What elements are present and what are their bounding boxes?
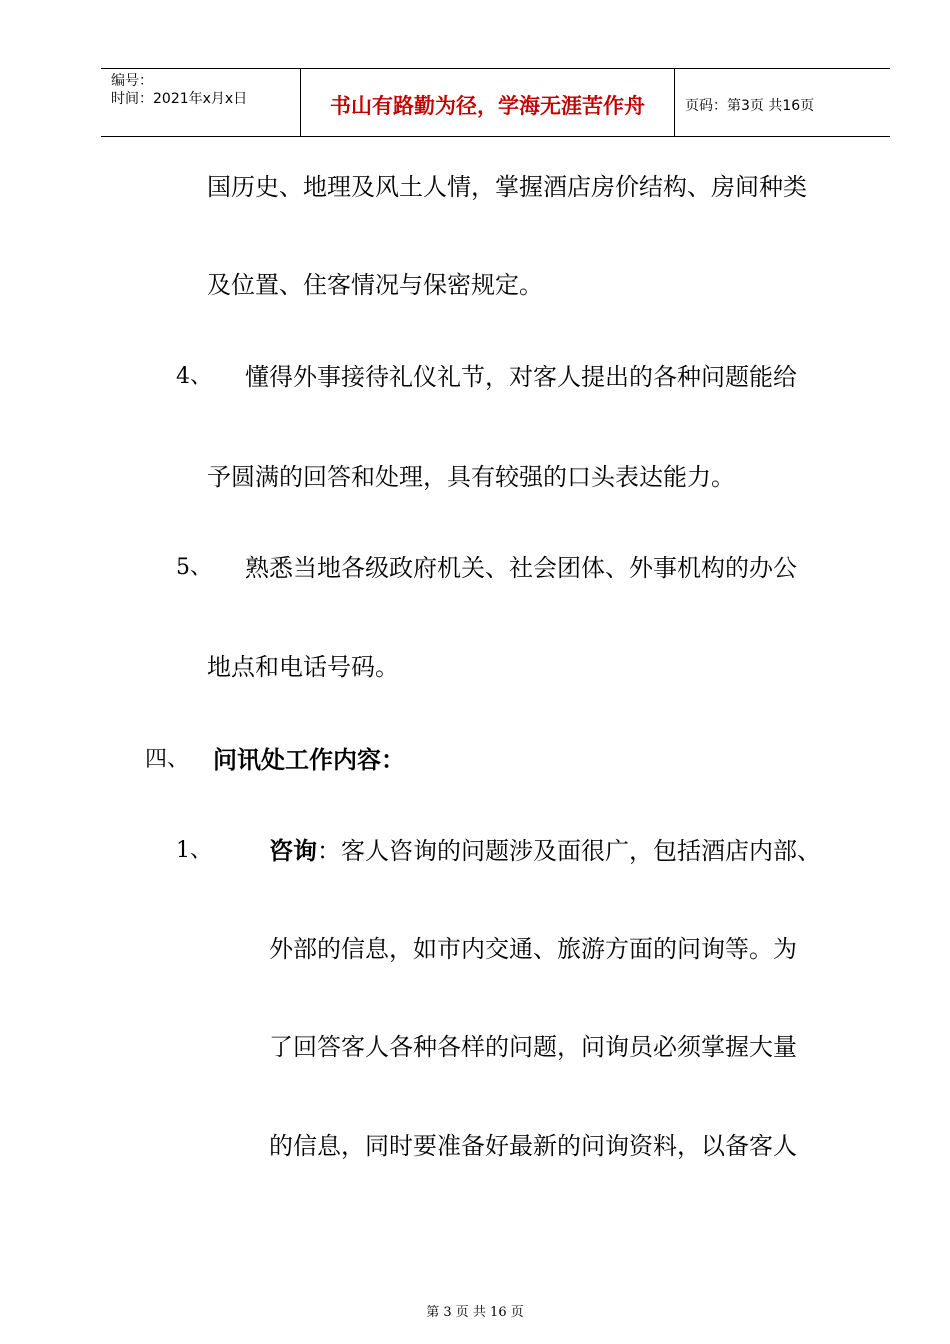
body-line: 了回答客人各种各样的问题，问询员必须掌握大量: [269, 1033, 797, 1061]
section-title: 问讯处工作内容：: [213, 745, 405, 774]
header-motto: 书山有路勤为径，学海无涯苦作舟: [301, 69, 675, 136]
section-number: 四、: [145, 747, 190, 772]
body-line: 的信息，同时要准备好最新的问询资料，以备客人: [269, 1132, 797, 1160]
body-line: 及位置、住客情况与保密规定。: [207, 271, 543, 299]
body-line: 地点和电话号码。: [207, 653, 399, 681]
body-line: 懂得外事接待礼仪礼节，对客人提出的各种问题能给: [245, 363, 797, 391]
header-page-info: 页码：第3页 共16页: [685, 97, 815, 114]
list-number-4: 4、: [176, 364, 212, 389]
item1-text: ：客人咨询的问题涉及面很广，包括酒店内部、: [317, 837, 821, 865]
header-meta-cell: [101, 69, 301, 136]
body-line: 外部的信息，如市内交通、旅游方面的问询等。为: [269, 935, 797, 963]
item1-term: 咨询: [269, 836, 317, 865]
body-line: 予圆满的回答和处理，具有较强的口头表达能力。: [207, 463, 735, 491]
body-line: 熟悉当地各级政府机关、社会团体、外事机构的办公: [245, 554, 797, 582]
list-number-5: 5、: [176, 555, 212, 580]
header-time-label: 时间：2021年x月x日: [111, 91, 248, 107]
body-line: 国历史、地理及风土人情，掌握酒店房价结构、房间种类: [207, 173, 807, 201]
page-footer: 第 3 页 共 16 页: [426, 1305, 524, 1320]
header-number-label: 编号：: [111, 73, 153, 89]
page-header: [101, 68, 890, 137]
list-number-1: 1、: [176, 838, 212, 863]
item1-first-line: [269, 836, 821, 866]
